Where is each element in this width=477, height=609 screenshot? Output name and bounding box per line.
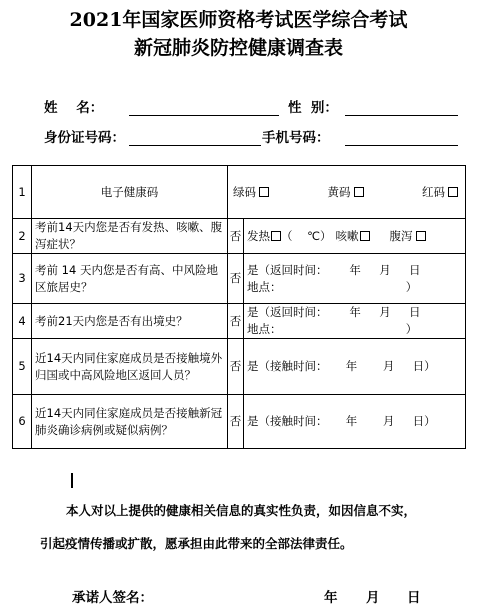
answer-yes-travel: 是（返回时间： 年 月 日 地点： ） [244, 254, 466, 304]
answer-yes-contact: 是（接触时间： 年 月 日） [244, 339, 466, 395]
question-overseas-history: 考前21天内您是否有出境史？ [32, 304, 228, 339]
signature-day: 日 [407, 590, 421, 606]
answer-no[interactable]: 否 [228, 395, 244, 449]
id-number-label: 身份证号码： [44, 130, 125, 146]
answer-yes-symptoms: 发热 （ ℃） 咳嗽 腹泻 [244, 219, 466, 254]
row-number: 4 [13, 304, 32, 339]
question-contact-returnees: 近14天内同住家庭成员是否接触境外归国或中高风险地区返回人员？ [32, 339, 228, 395]
signature-month: 月 [366, 590, 380, 606]
row-number: 3 [13, 254, 32, 304]
gender-field-line[interactable] [345, 115, 458, 116]
document-title: 2021年国家医师资格考试医学综合考试 [69, 9, 408, 31]
gender-label: 性 别： [288, 100, 338, 116]
health-code-options [228, 166, 466, 219]
table-row [13, 219, 466, 254]
answer-no[interactable]: 否 [228, 254, 244, 304]
name-label: 姓 名： [44, 100, 104, 116]
fever-checkbox[interactable] [271, 231, 281, 241]
question-contact-cases: 近14天内同住家庭成员是否接触新冠肺炎确诊病例或疑似病例？ [32, 395, 228, 449]
signature-label: 承诺人签名： [72, 590, 153, 606]
row-number: 6 [13, 395, 32, 449]
green-code-option[interactable]: 绿码 [233, 184, 269, 201]
red-code-option[interactable]: 红码 [422, 184, 458, 201]
signature-year: 年 [324, 590, 338, 606]
yellow-code-option[interactable]: 黄码 [328, 184, 364, 201]
declaration-line2: 引起疫情传播或扩散，愿承担由此带来的全部法律责任。 [40, 536, 353, 551]
answer-no[interactable]: 否 [228, 219, 244, 254]
red-code-checkbox[interactable] [448, 187, 458, 197]
health-survey-table [12, 165, 466, 449]
table-row [13, 304, 466, 339]
answer-no[interactable]: 否 [228, 304, 244, 339]
document-subtitle: 新冠肺炎防控健康调查表 [133, 37, 343, 59]
answer-yes-overseas: 是（返回时间： 年 月 日 地点： ） [244, 304, 466, 339]
id-number-field-line[interactable] [129, 145, 261, 146]
table-row [13, 339, 466, 395]
row-number: 5 [13, 339, 32, 395]
phone-field-line[interactable] [345, 145, 458, 146]
text-cursor [71, 473, 73, 488]
phone-label: 手机号码： [262, 130, 330, 146]
green-code-checkbox[interactable] [259, 187, 269, 197]
answer-yes-contact-cases: 是（接触时间： 年 月 日） [244, 395, 466, 449]
table-row [13, 254, 466, 304]
diarrhea-checkbox[interactable] [416, 231, 426, 241]
yellow-code-checkbox[interactable] [354, 187, 364, 197]
cough-checkbox[interactable] [360, 231, 370, 241]
declaration-line1: 本人对以上提供的健康相关信息的真实性负责，如因信息不实， [66, 503, 417, 518]
table-row [13, 166, 466, 219]
answer-no[interactable]: 否 [228, 339, 244, 395]
name-field-line[interactable] [129, 115, 279, 116]
question-travel-history: 考前 14 天内您是否有高、中风险地区旅居史？ [32, 254, 228, 304]
table-row [13, 395, 466, 449]
row-number: 1 [13, 166, 32, 219]
row-number: 2 [13, 219, 32, 254]
question-symptoms: 考前14天内您是否有发热、咳嗽、腹泻症状？ [32, 219, 228, 254]
health-code-label: 电子健康码 [32, 166, 228, 219]
